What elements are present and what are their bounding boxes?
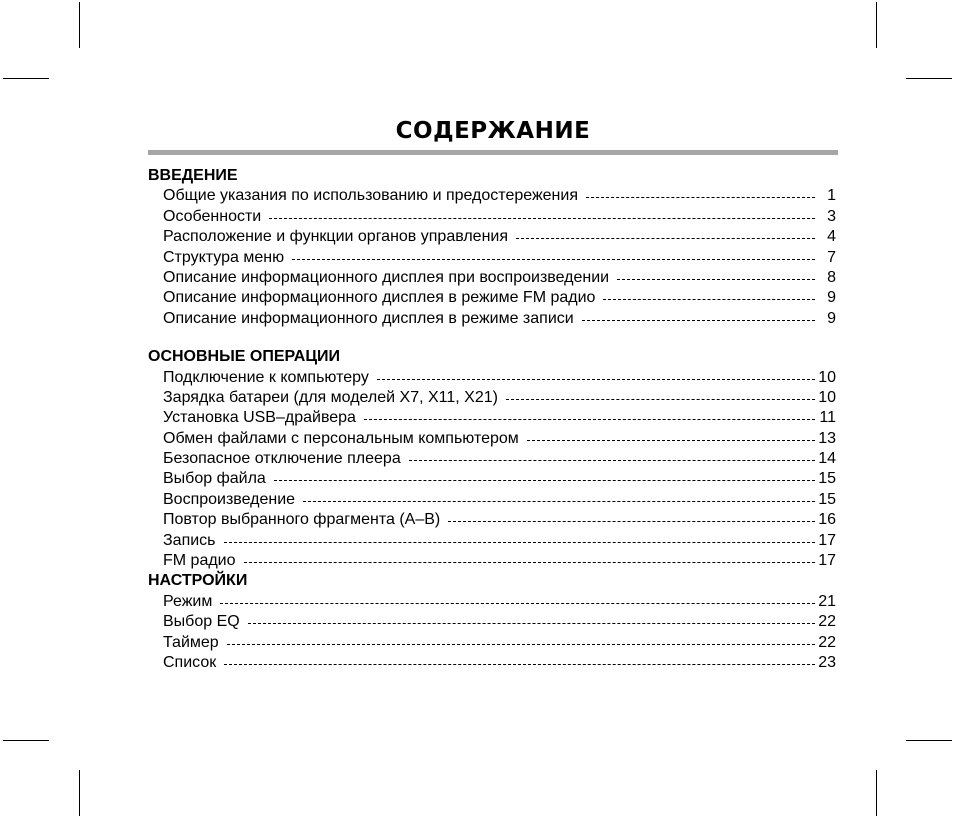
- dot-leader: [448, 521, 815, 522]
- dot-leader: [224, 664, 815, 665]
- toc-entry-title: Расположение и функции органов управления: [163, 228, 509, 246]
- dot-leader: [274, 480, 815, 481]
- toc-entry-page-number: 9: [827, 309, 836, 327]
- toc-entry-title: Подключение к компьютеру: [163, 368, 369, 386]
- toc-entry-page-number: 3: [827, 207, 836, 225]
- toc-entry[interactable]: [148, 288, 836, 308]
- toc-entry-page-number: 23: [818, 653, 836, 671]
- toc-entry-page-number: 11: [819, 409, 836, 427]
- toc-entry-page-number: 9: [827, 289, 836, 307]
- toc-entry-title: Зарядка батареи (для моделей X7, X11, X21): [163, 388, 498, 406]
- toc-entry-title: Обмен файлами с персональным компьютером: [163, 429, 519, 447]
- dot-leader: [409, 460, 815, 461]
- toc-entry-page-number: 14: [818, 450, 836, 468]
- toc-entry-title: Запись: [163, 531, 216, 549]
- section-heading: НАСТРОЙКИ: [148, 572, 248, 590]
- toc-entry-title: Описание информационного дисплея в режиме FM радио: [163, 289, 596, 307]
- toc-entry-title: Таймер: [163, 633, 219, 651]
- toc-entry[interactable]: [148, 207, 836, 227]
- dot-leader: [603, 299, 815, 300]
- toc-entry-title: Выбор EQ: [163, 613, 240, 631]
- crop-mark-top-right-vertical: [876, 2, 877, 48]
- dot-leader: [303, 501, 815, 502]
- dot-leader: [586, 197, 815, 198]
- dot-leader: [292, 259, 815, 260]
- toc-entry-title: Безопасное отключение плеера: [163, 450, 401, 468]
- toc-entry-page-number: 17: [818, 552, 836, 570]
- toc-entry-page-number: 17: [818, 531, 836, 549]
- toc-entry[interactable]: [148, 268, 836, 288]
- toc-entry-page-number: 7: [827, 248, 836, 266]
- crop-mark-bottom-left-vertical: [79, 770, 80, 816]
- toc-entry[interactable]: [148, 490, 836, 510]
- dot-leader: [527, 440, 815, 441]
- toc-entry-page-number: 1: [827, 187, 836, 205]
- toc-entry-title: Воспроизведение: [163, 490, 296, 508]
- toc-section: [148, 571, 836, 673]
- toc-entry[interactable]: [148, 388, 836, 408]
- toc-entry-title: Общие указания по использованию и предостережения: [163, 187, 578, 205]
- toc-section: [148, 347, 836, 571]
- dot-leader: [244, 562, 815, 563]
- toc-entry[interactable]: [148, 408, 836, 428]
- toc-entry-title: Описание информационного дисплея при воспроизведении: [163, 268, 610, 286]
- dot-leader: [377, 379, 815, 380]
- toc-entry[interactable]: [148, 592, 836, 612]
- toc-entry[interactable]: [148, 469, 836, 489]
- toc-entry[interactable]: [148, 510, 836, 530]
- dot-leader: [617, 279, 815, 280]
- toc-entry[interactable]: [148, 551, 836, 571]
- toc-section: [148, 166, 836, 329]
- toc-entry[interactable]: [148, 429, 836, 449]
- toc-entry[interactable]: [148, 633, 836, 653]
- toc-entry-title: FM радио: [163, 552, 236, 570]
- toc-entry-page-number: 10: [818, 368, 836, 386]
- crop-mark-bottom-left-horizontal: [3, 740, 49, 741]
- title-divider: [148, 150, 838, 155]
- table-of-contents: [148, 166, 836, 673]
- toc-entry-page-number: 13: [818, 429, 836, 447]
- dot-leader: [227, 644, 815, 645]
- toc-entry-page-number: 10: [818, 388, 836, 406]
- toc-entry-page-number: 4: [827, 228, 836, 246]
- dot-leader: [248, 623, 815, 624]
- toc-entry-title: Повтор выбранного фрагмента (A–B): [163, 511, 441, 529]
- toc-entry[interactable]: [148, 368, 836, 388]
- toc-entry-title: Описание информационного дисплея в режиме записи: [163, 309, 574, 327]
- crop-mark-top-right-horizontal: [906, 78, 952, 79]
- toc-entry[interactable]: [148, 309, 836, 329]
- toc-entry[interactable]: [148, 186, 836, 206]
- toc-entry[interactable]: [148, 248, 836, 268]
- dot-leader: [516, 238, 815, 239]
- toc-entry-title: Структура меню: [163, 248, 285, 266]
- crop-mark-bottom-right-vertical: [876, 770, 877, 816]
- dot-leader: [506, 399, 815, 400]
- toc-entry[interactable]: [148, 227, 836, 247]
- crop-mark-top-left-vertical: [79, 2, 80, 48]
- toc-entry-page-number: 8: [827, 268, 836, 286]
- toc-entry[interactable]: [148, 531, 836, 551]
- dot-leader: [269, 218, 815, 219]
- toc-entry-page-number: 15: [818, 490, 836, 508]
- toc-entry-title: Особенности: [163, 207, 262, 225]
- section-heading: ВВЕДЕНИЕ: [148, 167, 238, 184]
- dot-leader: [582, 320, 815, 321]
- page-title: СОДЕРЖАНИЕ: [395, 118, 591, 144]
- toc-entry-page-number: 22: [818, 633, 836, 651]
- toc-entry-title: Выбор файла: [163, 470, 266, 488]
- section-heading: ОСНОВНЫЕ ОПЕРАЦИИ: [148, 348, 341, 366]
- toc-entry[interactable]: [148, 653, 836, 673]
- crop-mark-bottom-right-horizontal: [906, 740, 952, 741]
- toc-entry[interactable]: [148, 612, 836, 632]
- dot-leader: [220, 603, 815, 604]
- toc-entry-title: Список: [163, 653, 217, 671]
- dot-leader: [224, 542, 816, 543]
- toc-entry-page-number: 22: [818, 613, 836, 631]
- toc-entry-title: Установка USB–драйвера: [163, 409, 356, 427]
- dot-leader: [364, 419, 815, 420]
- toc-entry-title: Режим: [163, 592, 213, 610]
- toc-entry-page-number: 16: [818, 511, 836, 529]
- toc-entry-page-number: 15: [818, 470, 836, 488]
- crop-mark-top-left-horizontal: [3, 78, 49, 79]
- toc-entry[interactable]: [148, 449, 836, 469]
- toc-entry-page-number: 21: [818, 592, 836, 610]
